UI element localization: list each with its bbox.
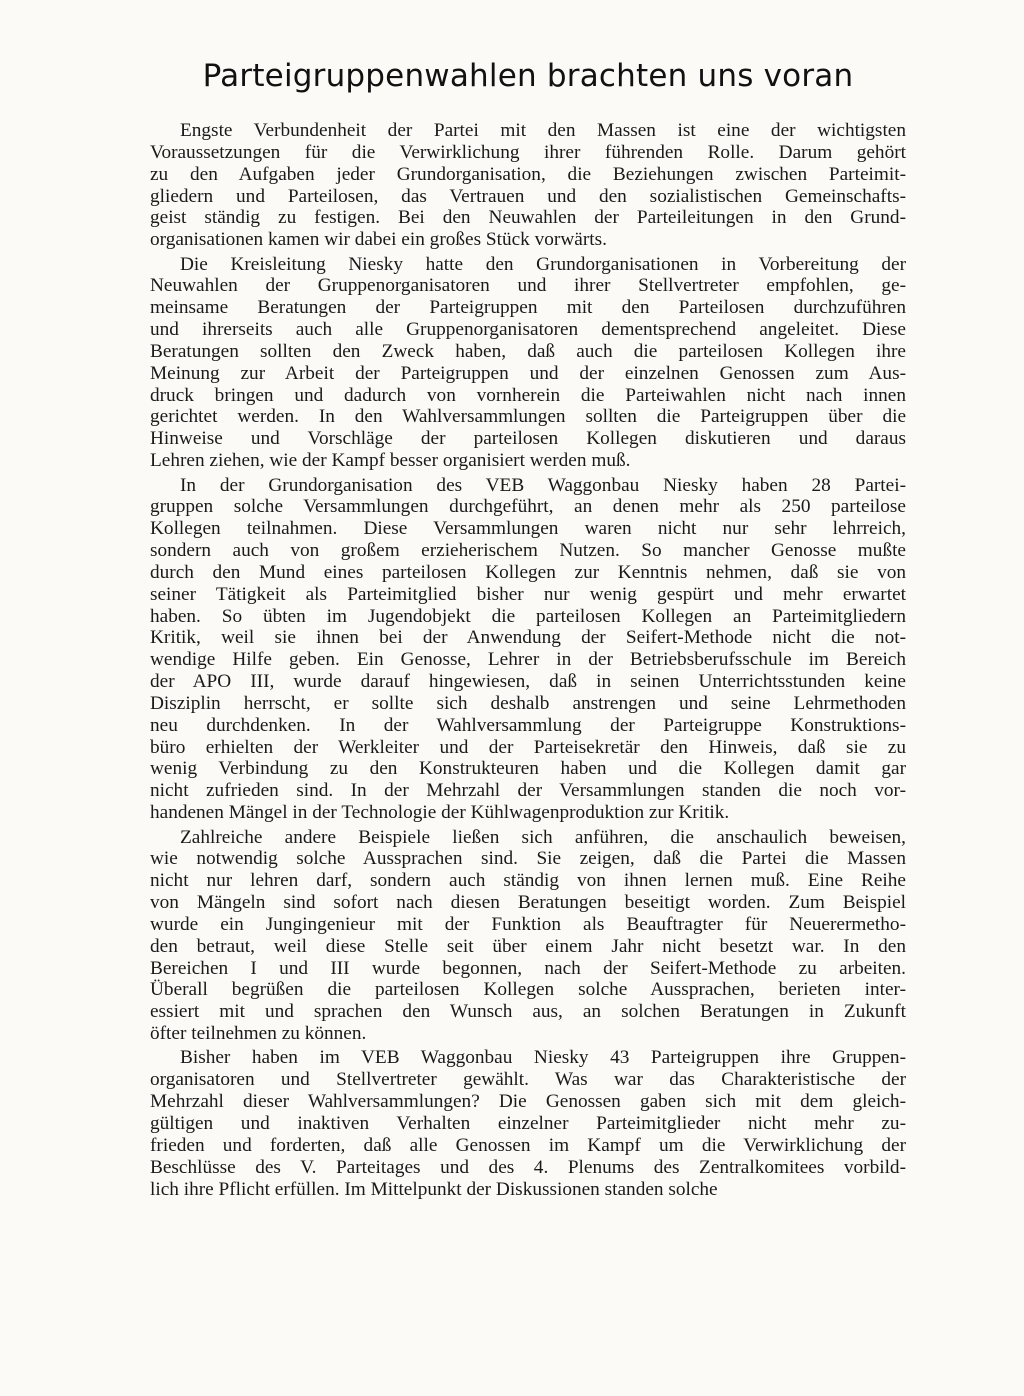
text-line: wenig Verbindung zu den Konstrukteuren haben und die Kollegen damit gar (150, 758, 906, 780)
text-line: frieden und forderten, daß alle Genossen im Kampf um die Verwirklichung der (150, 1134, 906, 1156)
text-line: durch den Mund eines parteilosen Kollegen zur Kenntnis nehmen, daß sie von (150, 561, 906, 583)
text-line: geist ständig zu festigen. Bei den Neuwahlen der Parteileitungen in den Grund- (150, 207, 906, 229)
text-line: Meinung zur Arbeit der Parteigruppen und der einzelnen Genossen zum Aus- (150, 362, 906, 384)
text-line: und ihrerseits auch alle Gruppenorganisatoren dementsprechend angeleitet. Diese (150, 319, 906, 341)
text-line: öfter teilnehmen zu können. (150, 1023, 367, 1045)
text-line: Hinweise und Vorschläge der parteilosen Kollegen diskutieren und daraus (150, 428, 906, 450)
text-line: organisationen kamen wir dabei ein großes Stück vorwärts. (150, 229, 607, 251)
text-line: sondern auch von großem erzieherischem Nutzen. So mancher Genosse mußte (150, 540, 906, 562)
text-line: büro erhielten der Werkleiter und der Parteisekretär den Hinweis, daß sie zu (150, 736, 906, 758)
text-line: Neuwahlen der Gruppenorganisatoren und ihrer Stellvertreter empfohlen, ge- (150, 275, 906, 297)
text-line: nicht zufrieden sind. In der Mehrzahl der Versammlungen standen die noch vor- (150, 780, 906, 802)
text-line: Beratungen sollten den Zweck haben, daß auch die parteilosen Kollegen ihre (150, 340, 906, 362)
text-line: Lehren ziehen, wie der Kampf besser organisiert werden muß. (150, 450, 631, 472)
text-line: von Mängeln sind sofort nach diesen Beratungen beseitigt worden. Zum Beispiel (150, 892, 906, 914)
text-line: Überall begrüßen die parteilosen Kollegen solche Aussprachen, berieten inter- (150, 979, 906, 1001)
article-body (150, 120, 906, 1203)
text-line: Beschlüsse des V. Parteitages und des 4. Plenums des Zentralkomitees vorbild- (150, 1156, 906, 1178)
text-line: Voraussetzungen für die Verwirklichung ihrer führenden Rolle. Darum gehört (150, 141, 906, 163)
text-line: haben. So übten im Jugendobjekt die parteilosen Kollegen an Parteimitgliedern (150, 605, 906, 627)
text-line: Engste Verbundenheit der Partei mit den Massen ist eine der wichtigsten (180, 120, 906, 141)
text-line: zu den Aufgaben jeder Grundorganisation, die Beziehungen zwischen Parteimit- (150, 163, 906, 185)
text-line: den betraut, weil diese Stelle seit über einem Jahr nicht besetzt war. In den (150, 935, 906, 957)
paragraph (150, 120, 906, 251)
paragraph (150, 1047, 906, 1200)
text-line: Disziplin herrscht, er sollte sich deshalb anstrengen und seine Lehrmethoden (150, 692, 906, 714)
text-line: druck bringen und dadurch von vornherein die Parteiwahlen nicht nach innen (150, 384, 906, 406)
text-line: organisatoren und Stellvertreter gewählt. Was war das Charakteristische der (150, 1069, 906, 1091)
text-line: Die Kreisleitung Niesky hatte den Grundorganisationen in Vorbereitung der (180, 253, 906, 275)
text-line: nicht nur lehren darf, sondern auch ständig von ihnen lernen muß. Eine Reihe (150, 870, 906, 892)
text-line: Kritik, weil sie ihnen bei der Anwendung der Seifert-Methode nicht die not- (150, 627, 906, 649)
text-line: Kollegen teilnahmen. Diese Versammlungen waren nicht nur sehr lehrreich, (150, 518, 906, 540)
paragraph (150, 475, 906, 825)
paragraph (150, 254, 906, 472)
text-line: In der Grundorganisation des VEB Waggonbau Niesky haben 28 Partei- (180, 474, 906, 496)
text-line: Bisher haben im VEB Waggonbau Niesky 43 Parteigruppen ihre Gruppen- (180, 1047, 906, 1069)
text-line: Bereichen I und III wurde begonnen, nach der Seifert-Methode zu arbeiten. (150, 957, 906, 979)
text-line: wie notwendig solche Aussprachen sind. Sie zeigen, daß die Partei die Massen (150, 848, 906, 870)
text-line: Mehrzahl dieser Wahlversammlungen? Die Genossen gaben sich mit dem gleich- (150, 1091, 906, 1113)
text-line: wurde ein Jungingenieur mit der Funktion als Beauftragter für Neuerermetho- (150, 913, 906, 935)
text-line: gruppen solche Versammlungen durchgeführt, an denen mehr als 250 parteilose (150, 496, 906, 518)
text-line: essiert mit und sprachen den Wunsch aus, an solchen Beratungen in Zukunft (150, 1001, 906, 1023)
paragraph (150, 827, 906, 1045)
text-line: Zahlreiche andere Beispiele ließen sich anführen, die anschaulich beweisen, (180, 826, 906, 848)
text-line: seiner Tätigkeit als Parteimitglied bisher nur wenig gespürt und mehr erwartet (150, 583, 906, 605)
text-line: gerichtet werden. In den Wahlversammlungen sollten die Parteigruppen über die (150, 406, 906, 428)
text-line: neu durchdenken. In der Wahlversammlung der Parteigruppe Konstruktions- (150, 714, 906, 736)
text-line: lich ihre Pflicht erfüllen. Im Mittelpunkt der Diskussionen standen solche (150, 1178, 718, 1200)
text-line: gliedern und Parteilosen, das Vertrauen und den sozialistischen Gemeinschafts- (150, 185, 906, 207)
text-line: wendige Hilfe geben. Ein Genosse, Lehrer in der Betriebsberufsschule im Bereich (150, 649, 906, 671)
text-line: meinsame Beratungen der Parteigruppen mit den Parteilosen durchzuführen (150, 297, 906, 319)
text-line: der APO III, wurde darauf hingewiesen, daß in seinen Unterrichtsstunden keine (150, 671, 906, 693)
text-line: gültigen und inaktiven Verhalten einzelner Parteimitglieder nicht mehr zu- (150, 1112, 906, 1134)
text-line: handenen Mängel in der Technologie der Kühlwagenproduktion zur Kritik. (150, 802, 730, 824)
page-title: Parteigruppenwahlen brachten uns voran (202, 58, 854, 94)
